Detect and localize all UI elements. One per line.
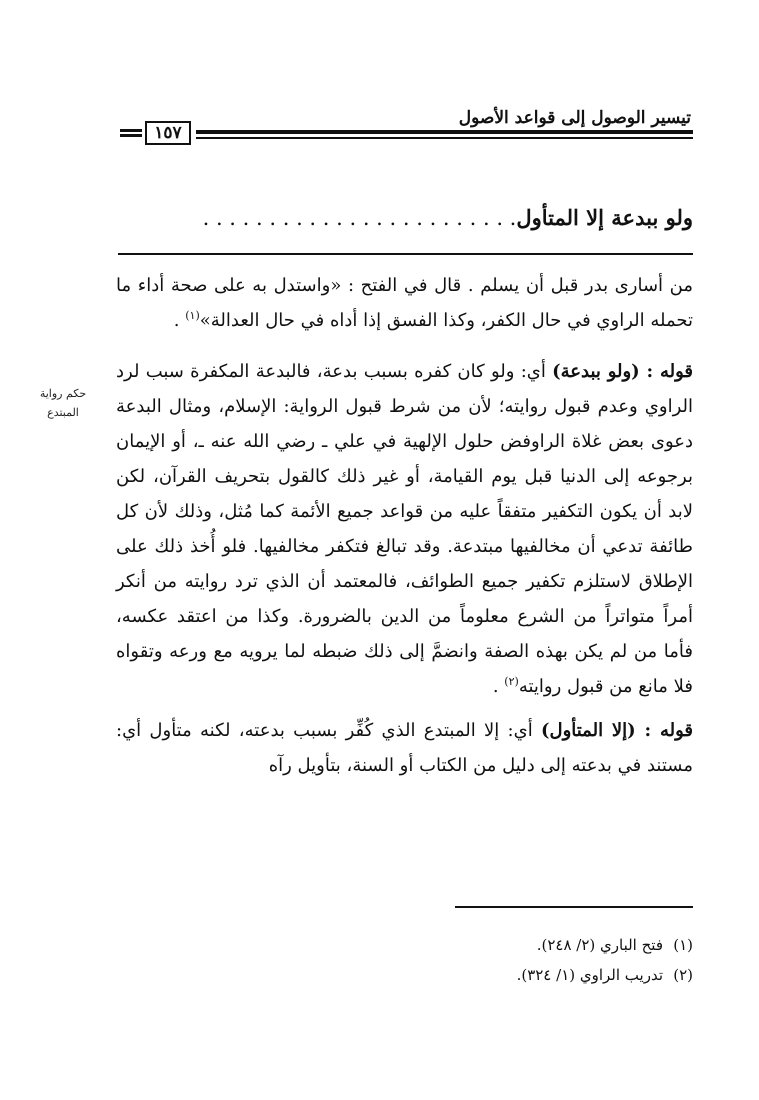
page-number-box [145,121,191,145]
paragraph-text: من أسارى بدر قبل أن يسلم . قال في الفتح : «واستدل به على صحة أداء ما تحمله الراوي في حال الكفر، وكذا الفسق إذا أداه في حال العدالة» [116,275,693,331]
paragraph-text: أي: إلا المبتدع الذي كُفِّر بسبب بدعته، لكنه متأول أي: مستند في بدعته إلى دليل من الكتاب أو السنة، بتأويل رآه [116,720,693,776]
paragraph-3 [116,713,693,783]
running-header-title: تيسير الوصول إلى قواعد الأصول [458,108,691,128]
header-rule-thick [196,130,693,134]
section-heading-dots: . . . . . . . . . . . . . . . . . . . . . . . . [202,206,517,230]
quoted-phrase: (ولو ببدعة) [552,361,640,382]
footnote-item [116,930,693,960]
paragraph-end: . [492,676,505,697]
paragraph-1 [116,268,693,338]
footnote-number: (٢) [673,966,693,984]
section-heading [203,205,693,230]
body-text [116,268,693,792]
qawl-label: قوله : [639,361,693,382]
paragraph-text: أي: ولو كان كفره بسبب بدعة، فالبدعة المكفرة سبب لرد الراوي وعدم قبول روايته؛ لأن من شرط قبول الرواية: الإسلام، ومثال البدعة دعوى بعض غلاة الراوفض حلول الإلهية في علي ـ رضي الله عنه ـ، أو الإيمان برجوعه إلى الدنيا قبل يوم القيامة، أو غير ذلك كالقول بتحريف القرآن، لكن لابد أن يكون التكفير متفقاً عليه من قواعد جميع الأئمة كما مُثل، وذلك لأن كل طائفة تدعي أن مخالفيها مبتدعة. وقد تبالغ فتكفر مخالفيها. فلو أُخذ ذلك على الإطلاق لاستلزم تكفير جميع الطوائف، فالمعتمد أن الذي ترد روايته من أنكر أمراً متواتراً من الشرع معلوماً من الدين بالضرورة. وكذا من اعتقد عكسه، فأما من لم يكن بهذه الصفة وانضمَّ إلى ذلك ضبطه لما يرويه مع ورعه وتقواه فلا مانع من قبول روايته [116,361,693,697]
footnote-separator [455,906,693,908]
margin-note-line: حكم رواية [39,387,87,400]
header-left-bars [120,129,142,139]
header-rule-thin [196,137,693,139]
footnote-number: (١) [673,936,693,954]
footnote-item [116,960,693,990]
qawl-label: قوله : [635,720,693,741]
footnote-ref[interactable]: (٢) [504,675,519,688]
margin-note [22,384,104,422]
paragraph-2 [116,354,693,704]
footnotes [116,930,693,990]
section-heading-text: ولو ببدعة إلا المتأول [516,205,693,230]
margin-note-line: المبتدع [47,406,79,419]
quoted-phrase: (إلا المتأول) [540,720,636,741]
footnote-text: تدريب الراوي (١/ ٣٢٤). [516,966,663,984]
paragraph-end: . [173,310,186,331]
footnote-ref[interactable]: (١) [185,309,200,322]
page-number: ١٥٧ [154,122,182,143]
footnote-text: فتح الباري (٢/ ٢٤٨). [536,936,663,954]
heading-rule [118,253,693,255]
